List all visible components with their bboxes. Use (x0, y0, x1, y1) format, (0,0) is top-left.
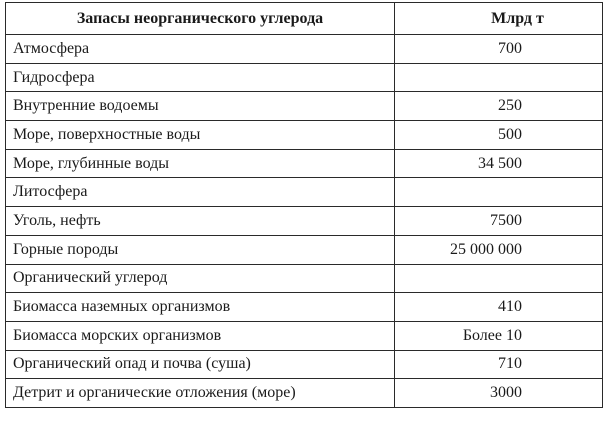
table-row (6, 235, 603, 264)
table-row (6, 92, 603, 121)
table-row (6, 121, 603, 150)
row-value: 250 (395, 92, 603, 121)
row-label: Детрит и органические отложения (море) (6, 379, 395, 408)
row-label: Горные породы (6, 235, 395, 264)
row-value: 3000 (395, 379, 603, 408)
header-amount: Млрд т (395, 3, 603, 35)
table-row (6, 149, 603, 178)
row-label: Море, глубинные воды (6, 149, 395, 178)
row-label: Литосфера (6, 178, 395, 207)
header-row (6, 3, 603, 35)
table-header (6, 3, 603, 35)
row-value: Более 10 (395, 321, 603, 350)
row-label: Внутренние водоемы (6, 92, 395, 121)
row-label: Биомасса морских организмов (6, 321, 395, 350)
table-row (6, 350, 603, 379)
row-value (395, 63, 603, 92)
table-row (6, 293, 603, 322)
row-label: Органический углерод (6, 264, 395, 293)
table-row (6, 178, 603, 207)
row-label: Море, поверхностные воды (6, 121, 395, 150)
row-label: Гидросфера (6, 63, 395, 92)
row-value: 34 500 (395, 149, 603, 178)
row-value: 410 (395, 293, 603, 322)
row-value: 7500 (395, 207, 603, 236)
row-label: Уголь, нефть (6, 207, 395, 236)
table-row (6, 264, 603, 293)
row-label: Атмосфера (6, 35, 395, 64)
table-row (6, 63, 603, 92)
carbon-reserves-table-wrapper (5, 2, 603, 408)
row-label: Органический опад и почва (суша) (6, 350, 395, 379)
header-reserves: Запасы неорганического углерода (6, 3, 395, 35)
row-value: 700 (395, 35, 603, 64)
row-value: 500 (395, 121, 603, 150)
carbon-reserves-table (5, 2, 603, 408)
row-value (395, 264, 603, 293)
row-value (395, 178, 603, 207)
table-row (6, 207, 603, 236)
table-row (6, 321, 603, 350)
table-row (6, 379, 603, 408)
row-value: 25 000 000 (395, 235, 603, 264)
table-row (6, 35, 603, 64)
table-body (6, 35, 603, 408)
row-label: Биомасса наземных организмов (6, 293, 395, 322)
row-value: 710 (395, 350, 603, 379)
